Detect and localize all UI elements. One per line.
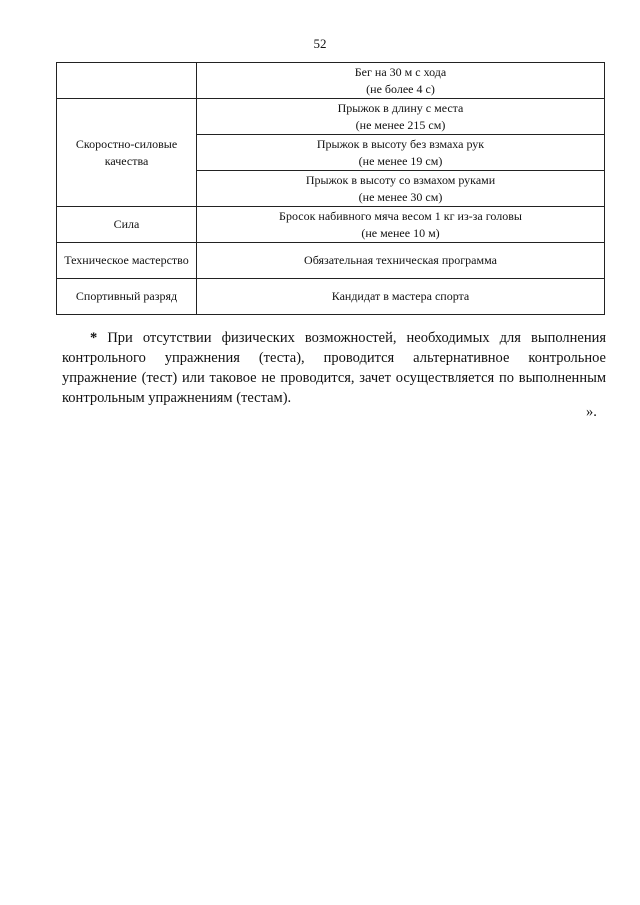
test-cell — [197, 63, 605, 99]
test-cell — [197, 99, 605, 135]
test-cell — [197, 279, 605, 315]
footnote-text: При отсутствии физических возможностей, необходимых для выполнения контрольного упражнения (теста), проводится альтернативное контрольное упражнение (тест) или таковое не проводится, зачет осуществляется по выполненным контрольным упражнениям (тестам). — [62, 330, 607, 406]
table-row — [57, 63, 605, 99]
footnote-marker: * — [90, 330, 98, 346]
test-cell — [197, 243, 605, 279]
norms-table — [56, 62, 605, 315]
closing-quote: ». — [586, 404, 597, 420]
table-row — [57, 243, 605, 279]
test-name: Прыжок в высоту без взмаха рук — [316, 136, 485, 151]
test-norm: (не менее 30 см) — [358, 189, 443, 204]
quality-cell: Скоростно-силовые качества — [57, 99, 197, 207]
footnote-paragraph — [62, 328, 606, 408]
quality-cell: Спортивный разряд — [57, 279, 197, 315]
page-number: 52 — [313, 36, 327, 51]
test-norm: (не менее 10 м) — [361, 225, 440, 240]
table-row — [57, 279, 605, 315]
test-name: Бросок набивного мяча весом 1 кг из-за головы — [279, 208, 522, 223]
test-name: Прыжок в высоту со взмахом руками — [305, 172, 496, 187]
test-norm: (не менее 19 см) — [358, 153, 443, 168]
test-cell — [197, 171, 605, 207]
table-row — [57, 99, 605, 135]
test-norm: (не менее 215 см) — [355, 117, 446, 132]
test-cell — [197, 135, 605, 171]
table-row — [57, 207, 605, 243]
quality-cell: Сила — [57, 207, 197, 243]
test-name: Бег на 30 м с хода — [354, 64, 447, 79]
quality-cell: Техническое мастерство — [57, 243, 197, 279]
test-cell — [197, 207, 605, 243]
quality-cell — [57, 63, 197, 99]
test-name: Обязательная техническая программа — [304, 253, 497, 267]
test-name: Кандидат в мастера спорта — [331, 289, 470, 303]
test-norm: (не более 4 с) — [366, 81, 435, 96]
test-name: Прыжок в длину с места — [337, 100, 464, 115]
